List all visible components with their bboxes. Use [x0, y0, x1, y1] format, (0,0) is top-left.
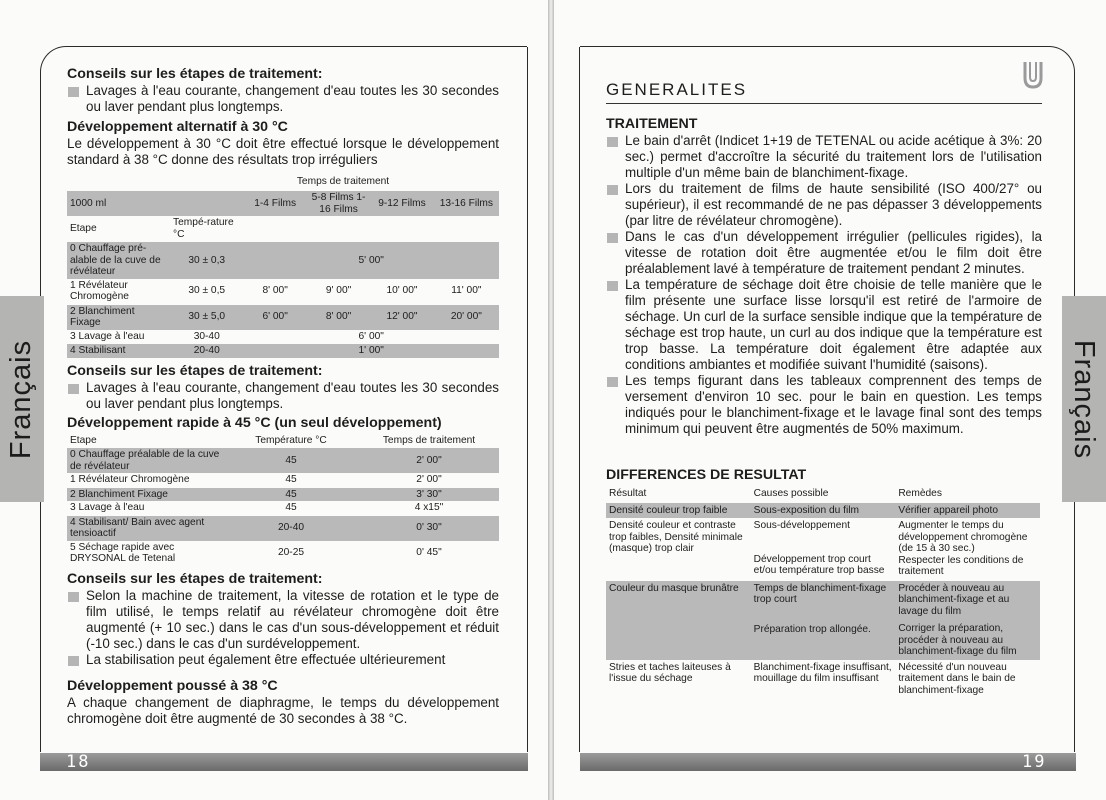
section-heading: Conseils sur les étapes de traitement:	[67, 362, 323, 379]
bullet-item: Selon la machine de traitement, la vitesse de rotation et le type de film utilisé, le temps relatif au révélateur chromogène doit être augmenté (+ 10 sec.) dans le cas d'un sous-développement et réduit (-10 sec.) dans le cas d'un surdéveloppement.	[67, 588, 499, 652]
section-heading: Développement poussé à 38 °C	[67, 677, 278, 694]
table-row: 3 Lavage à l'eau 30-40 6' 00"	[70, 330, 384, 342]
table-row: 0 Chauffage pré-alable de la cuve de révélateur 30 ± 0,3 5' 00"	[67, 242, 499, 279]
bullet-item: Lors du traitement de films de haute sensibilité (ISO 400/27° ou supérieur), il est recommandé de ne pas dépasser 3 développements (par litre de révélateur chromogène).	[606, 181, 1042, 229]
footer-bar	[580, 753, 1076, 771]
table-row: 0 Chauffage préalable de la cuve de révélateur 45 2' 00"	[67, 448, 499, 474]
table-row: Etape Tempé-rature °C	[70, 217, 234, 240]
bullet-item: Le bain d'arrêt (Indicet 1+19 de TETENAL ou acide acétique à 3%: 20 sec.) permet d'accroître la sécurité du traitement lors de l'utilisation multiple d'un même bain de blanchiment-fixage.	[606, 133, 1042, 181]
table-row: 2 Blanchiment Fixage 45 3' 30"	[67, 487, 499, 501]
bullet-item: Dans le cas d'un développement irrégulier (pellicules rigides), la vitesse de rotation doit être augmentée et/ou le film doit être préalablement lavé à température de traitement pendant 2 minutes.	[606, 229, 1042, 277]
section-heading: DIFFERENCES DE RESULTAT	[606, 467, 807, 483]
section-heading: Développement rapide à 45 °C (un seul développement)	[67, 414, 442, 431]
table-row: Résultat Causes possible Remèdes	[609, 488, 942, 499]
table-row: Stries et taches laiteuses à l'issue du séchage Blanchiment-fixage insuffisant, mouillage du film insuffisant Nécessité d'un nouveau traitement dans le bain de blanchiment-fixage	[609, 661, 1016, 696]
table-row: Densité couleur et contraste trop faibles, Densité minimale (masque) trop clair Sous-développement Développement trop court et/ou température trop basse Augmenter le temps du développement chromogène (de 15 à 30 sec.) Respecter les conditions de traitement	[609, 520, 1028, 577]
bullet-item: La température de séchage doit être choisie de telle manière que le film présente une surface lisse lorsqu'il est retiré de l'armoire de séchage. Un curl de la surface sensible indique que la température de séchage est trop haute, un curl au dos indique que la température est trop basse. La température doit également être adaptée aux conditions ambiantes et modifiée suivant l'humidité (saisons).	[606, 277, 1042, 373]
table-row: 4 Stabilisant/ Bain avec agent tensioactif 20-40 0' 30"	[67, 515, 499, 541]
bullet-item: Lavages à l'eau courante, changement d'eau toutes les 30 secondes ou laver pendant plus longtemps.	[67, 380, 499, 412]
table-group-header: Temps de traitement	[296, 176, 390, 187]
processing-table-30c	[67, 190, 499, 358]
table-row: 3 Lavage à l'eau 45 4 x15"	[70, 502, 444, 513]
bullet-item: Lavages à l'eau courante, changement d'eau toutes les 30 secondes ou laver pendant plus longtemps.	[67, 83, 499, 115]
page-number: 18	[66, 752, 91, 772]
table-row: 5 Séchage rapide avec DRYSONAL de Tetenal 20-25 0' 45"	[70, 541, 442, 564]
page-left	[0, 0, 548, 800]
bullet-item: Les temps figurant dans les tableaux comprennent des temps de versement d'environ 10 sec. pour le bain en question. Les temps indiqués pour le blanchiment-fixage et le lavage final sont des temps minimum qui peuvent être augmentés de 50% maximum.	[606, 373, 1042, 437]
page-number: 19	[1022, 752, 1047, 772]
language-tab: Français	[0, 296, 44, 502]
page-right	[554, 0, 1106, 800]
processing-table-45c	[67, 434, 499, 566]
language-tab: Français	[1062, 296, 1106, 502]
paragraph: Le développement à 30 °C doit être effectué lorsque le développement standard à 38 °C donne des résultats trop irréguliers	[67, 136, 499, 167]
bullet-item: La stabilisation peut également être effectuée ultérieurement	[67, 652, 499, 668]
table-row: Etape Température °C Temps de traitement	[70, 434, 476, 446]
table-row: 1 Révélateur Chromogène 30 ± 0,5 8' 00" 9' 00" 10' 00" 11' 00"	[70, 279, 482, 302]
left-content	[67, 66, 499, 727]
table-row: 4 Stabilisant 20-40 1' 00"	[67, 344, 499, 358]
table-row: 2 Blanchiment Fixage 30 ± 5,0 6' 00" 8' 00" 12' 00" 20' 00"	[67, 304, 499, 330]
results-table	[606, 486, 1040, 698]
footer-bar	[40, 753, 528, 771]
paragraph: A chaque changement de diaphragme, le temps du développement chromogène doit être augmenté de 30 secondes à 38 °C.	[67, 694, 499, 726]
section-heading: Conseils sur les étapes de traitement:	[67, 570, 323, 587]
section-heading: Conseils sur les étapes de traitement:	[67, 66, 323, 82]
section-heading: Développement alternatif à 30 °C	[67, 119, 288, 135]
section-heading: TRAITEMENT	[606, 116, 698, 132]
section-title: GENERALITES	[606, 82, 1042, 104]
table-row: Couleur du masque brunâtre Temps de blanchiment-fixage trop court Préparation trop allongée. Procéder à nouveau au blanchiment-fixage et au lavage du film Corriger la préparation, procéder à nouveau au blanchiment-fixage du film	[606, 580, 1040, 660]
table-row: 1000 ml 1-4 Films 5-8 Films 1-16 Films 9-12 Films 13-16 Films	[67, 191, 499, 217]
right-content	[606, 82, 1042, 698]
table-row: Densité couleur trop faible Sous-exposition du film Vérifier appareil photo	[606, 502, 1040, 518]
table-row: 1 Révélateur Chromogène 45 2' 00"	[70, 474, 442, 485]
